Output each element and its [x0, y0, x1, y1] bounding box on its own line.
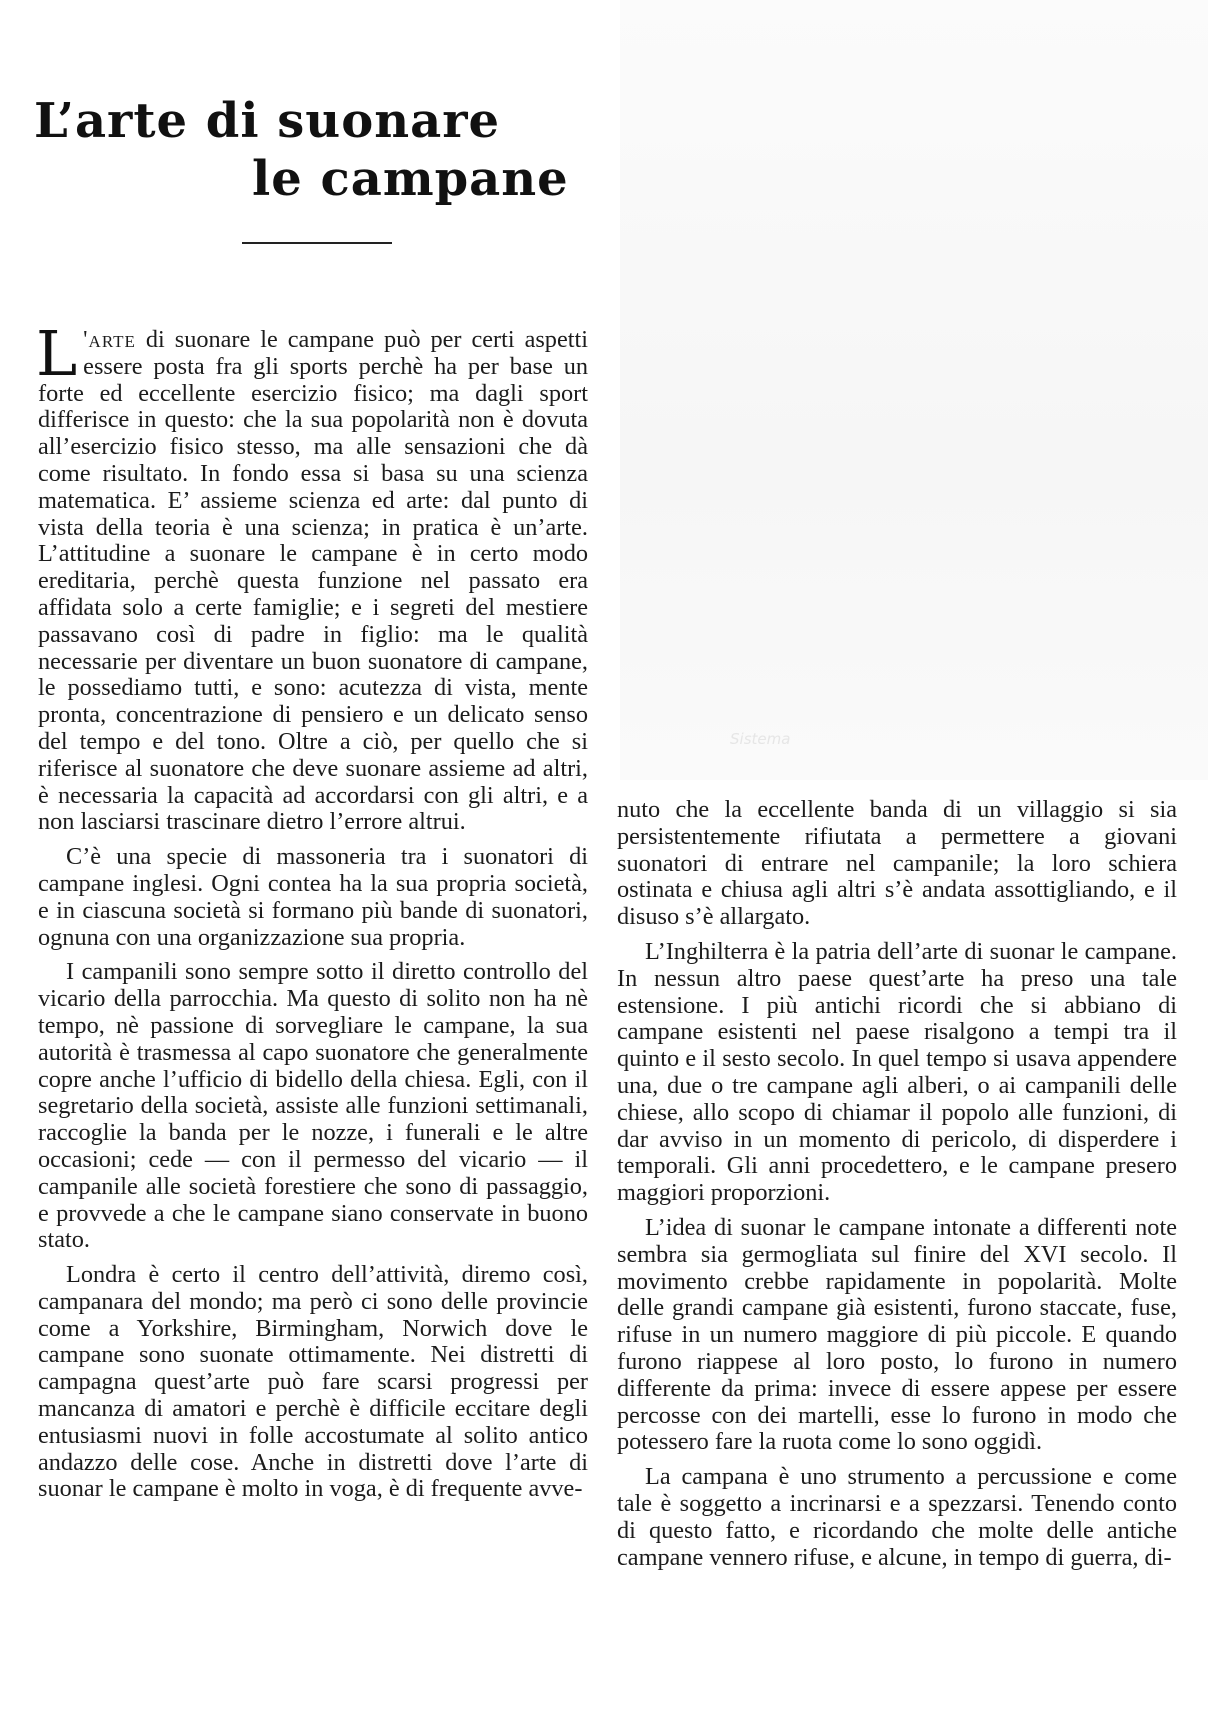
- paragraph-text: di suonare le campane può per certi aspetti essere posta fra gli sports perchè ha per base un forte ed eccellente esercizio fisico; ma dagli sport differisce in questo: che la sua popolarità non è dovuta all’esercizio fisico stesso, ma alle sensazioni che dà come risultato. In fondo essa si basa su una scienza matematica. E’ assieme scienza ed arte: dal punto di vista della teoria è una scienza; in pratica è un’arte. L’attitudine a suonare le campane è in certo modo ereditaria, perchè questa funzione nel passato era affidata solo a certe famiglie; e i segreti del mestiere passavano così di padre in figlio: ma le qualità necessarie per diventare un buon suonatore di campane, le possediamo tutti, e sono: acutezza di vista, mente pronta, concentrazione di pensiero e un delicato senso del tempo e del tono. Oltre a ciò, per quello che si riferisce al suonatore che deve suonare assieme ad altri, è necessaria la capacità ad accordarsi con gli altri, e a non lasciarsi trascinare dietro l’errore altrui.: [38, 326, 588, 836]
- article-paragraph: La campana è uno strumento a percussione e come tale è soggetto a incrinarsi e a spezzarsi. Tenendo conto di questo fatto, e ricordando che molte delle antiche campane vennero rifuse, e alcune, in tempo di guerra, di-: [617, 1463, 1177, 1571]
- article-paragraph: [36, 317, 588, 836]
- article-paragraph: I campanili sono sempre sotto il diretto controllo del vicario della parrocchia. Ma questo di solito non ha nè tempo, nè passione di sorvegliare le campane, la sua autorità è trasmessa al capo suonatore che generalmente copre anche l’ufficio di bidello della chiesa. Egli, con il segretario della società, assiste alle funzioni settimanali, raccoglie la banda per le nozze, i funerali e le altre occasioni; cede — con il permesso del vicario — il campanile alle società forestiere che sono di passaggio, e provvede a che le campane siano conservate in buono stato.: [38, 958, 588, 1254]
- article-column-right: [617, 797, 1177, 1579]
- article-paragraph-continuation: nuto che la eccellente banda di un villaggio si sia persistentemente rifiutata a permettere a giovani suonatori di entrare nel campanile; la loro schiera ostinata e chiusa agli altri s’è andata assottigliando, e il disuso s’è allargato.: [617, 796, 1177, 931]
- page-title-line-1: L’arte di suonare: [34, 93, 501, 149]
- page-title-line-2: le campane: [252, 151, 569, 207]
- article-paragraph: Londra è certo il centro dell’attività, diremo così, campanara del mondo; ma però ci sono delle provincie come a Yorkshire, Birmingham, Norwich dove le campane sono suonate ottimamente. Nei distretti di campagna quest’arte può fare scarsi progressi per mancanza di amatori e perchè è difficile eccitare degli entusiasmi nuovi in folle accostumate al solito antico andazzo delle cose. Anche in distretti dove l’arte di suonar le campane è molto in voga, è di frequente avve-: [38, 1261, 588, 1503]
- article-paragraph: L’Inghilterra è la patria dell’arte di suonar le campane. In nessun altro paese quest’arte ha preso una tale estensione. I più antichi ricordi che si abbiano di campane esistenti nel paese risalgono a tempi tra il quinto e il sesto secolo. In quel tempo si usava appendere una, due o tre campane agli alberi, o ai campanili delle chiese, allo scopo di chiamar il popolo alle funzioni, di dar avviso in un momento di pericolo, di disperdere i temporali. Gli anni procedettero, e le campane presero maggiori proporzioni.: [617, 937, 1177, 1207]
- drop-cap: L: [36, 317, 78, 390]
- lead-word: 'arte: [83, 326, 136, 353]
- faded-photo-area: [620, 0, 1208, 780]
- photo-caption-fragment: Sistema: [730, 730, 791, 748]
- article-paragraph: C’è una specie di massoneria tra i suonatori di campane inglesi. Ogni contea ha la sua propria società, e in ciascuna società si formano più bande di suonatori, ognuna con una organizzazione sua propria.: [38, 843, 588, 951]
- title-divider: [242, 242, 392, 244]
- article-paragraph: L’idea di suonar le campane intonate a differenti note sembra sia germogliata sul finire del XVI secolo. Il movimento crebbe rapidamente in popolarità. Molte delle grandi campane già esistenti, furono staccate, fuse, rifuse in un numero maggiore di più piccole. E quando furono riappese al loro posto, lo furono in numero differente da prima: invece di essere appese per essere percosse con dei martelli, esse lo furono in modo che potessero fare la ruota come lo sono oggidì.: [617, 1213, 1177, 1456]
- page-title: [34, 92, 654, 208]
- article-column-left: [36, 317, 588, 1511]
